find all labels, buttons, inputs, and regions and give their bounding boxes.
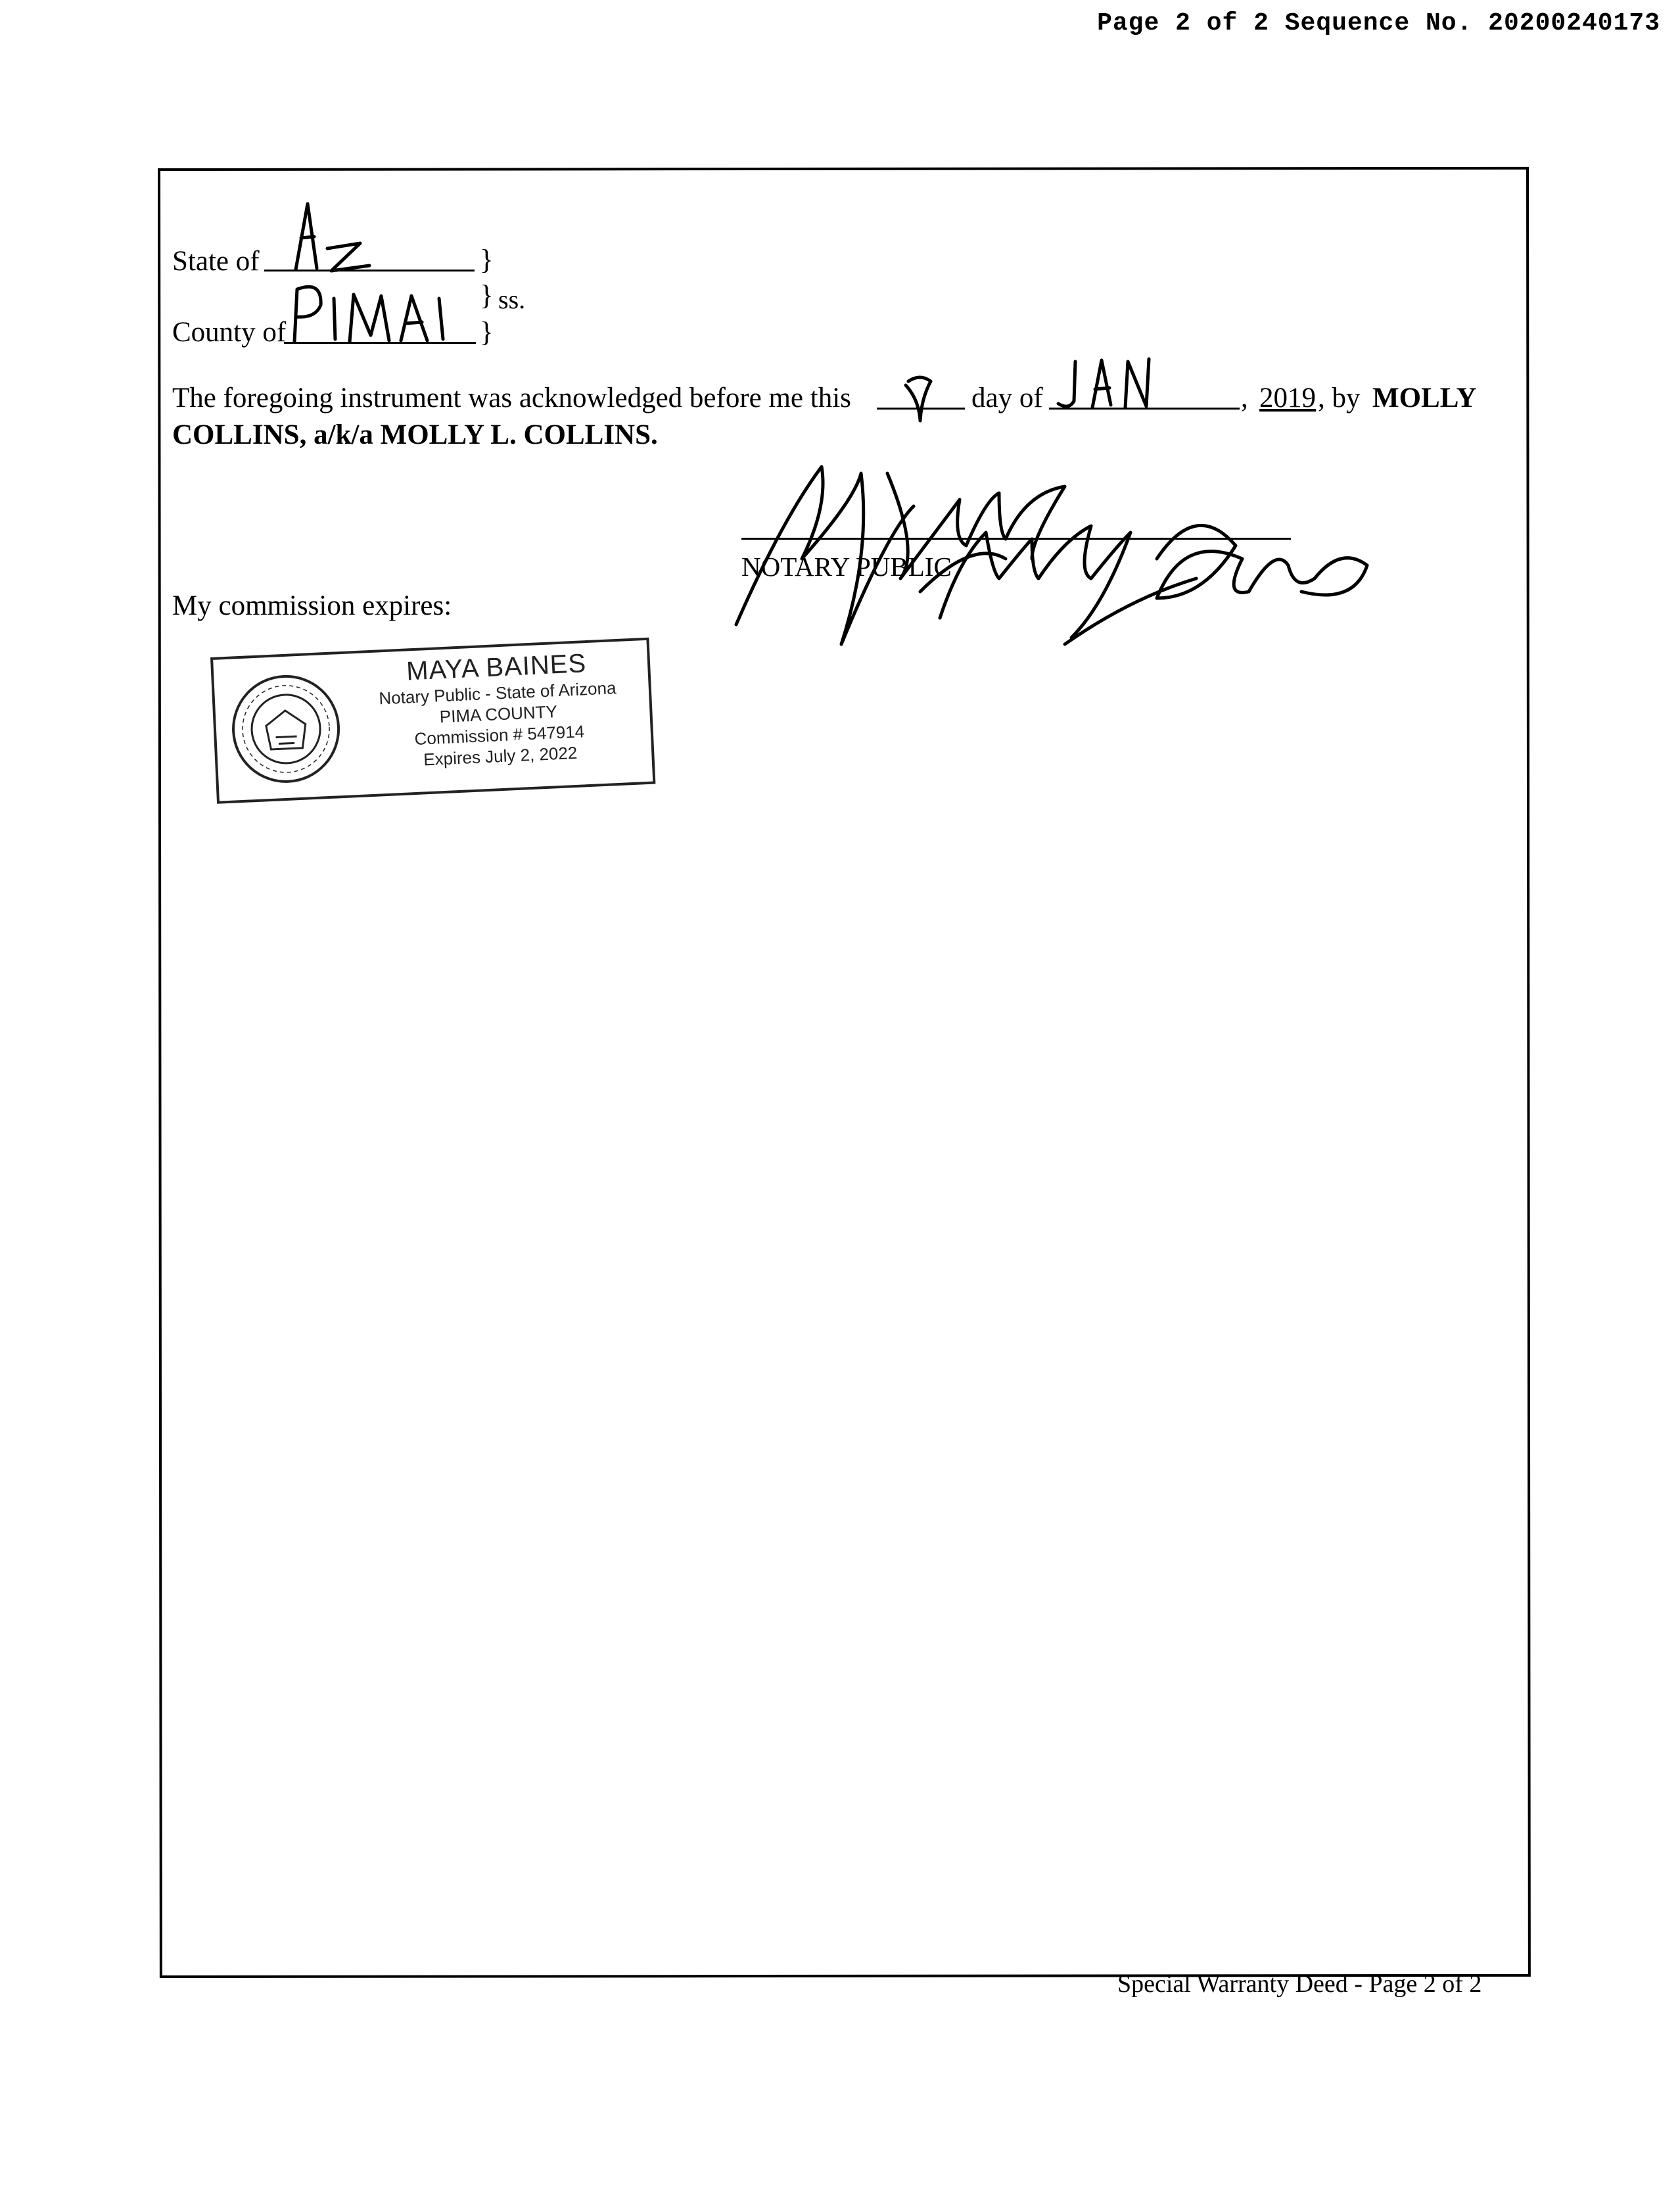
stamp-notary-name: MAYA BAINES (406, 649, 588, 686)
document-footer: Special Warranty Deed - Page 2 of 2 (1117, 1970, 1482, 1998)
notary-public-label: NOTARY PUBLIC (741, 552, 952, 582)
brace-top: } (480, 245, 494, 275)
ss-label: ss. (498, 285, 526, 314)
party-name-line1: MOLLY (1372, 383, 1477, 413)
notary-stamp (210, 638, 655, 804)
brace-middle: } (480, 280, 494, 311)
commission-expires-label: My commission expires: (172, 590, 452, 621)
stamp-county: PIMA COUNTY (439, 701, 558, 727)
arizona-seal-icon (227, 670, 345, 788)
day-of-label: day of (971, 383, 1043, 413)
year-value: 2019 (1259, 383, 1316, 413)
month-handwriting (1049, 342, 1207, 414)
party-name-line2: COLLINS, a/k/a MOLLY L. COLLINS. (172, 419, 658, 450)
stamp-expiration: Expires July 2, 2022 (423, 742, 578, 770)
state-handwriting (276, 197, 388, 276)
year-comma: , (1241, 383, 1248, 413)
notary-signature (723, 447, 1380, 703)
county-label: County of (172, 317, 287, 348)
state-label: State of (172, 246, 260, 277)
acknowledgment-text: The foregoing instrument was acknowledged before me this (172, 383, 851, 413)
day-handwriting (894, 368, 953, 427)
stamp-title: Notary Public - State of Arizona (378, 678, 617, 709)
by-text: , by (1318, 383, 1361, 413)
county-handwriting (283, 276, 480, 348)
page-sequence-header: Page 2 of 2 Sequence No. 20200240173 (1097, 9, 1660, 37)
stamp-commission-number: Commission # 547914 (413, 721, 585, 749)
brace-bottom: } (480, 317, 494, 348)
